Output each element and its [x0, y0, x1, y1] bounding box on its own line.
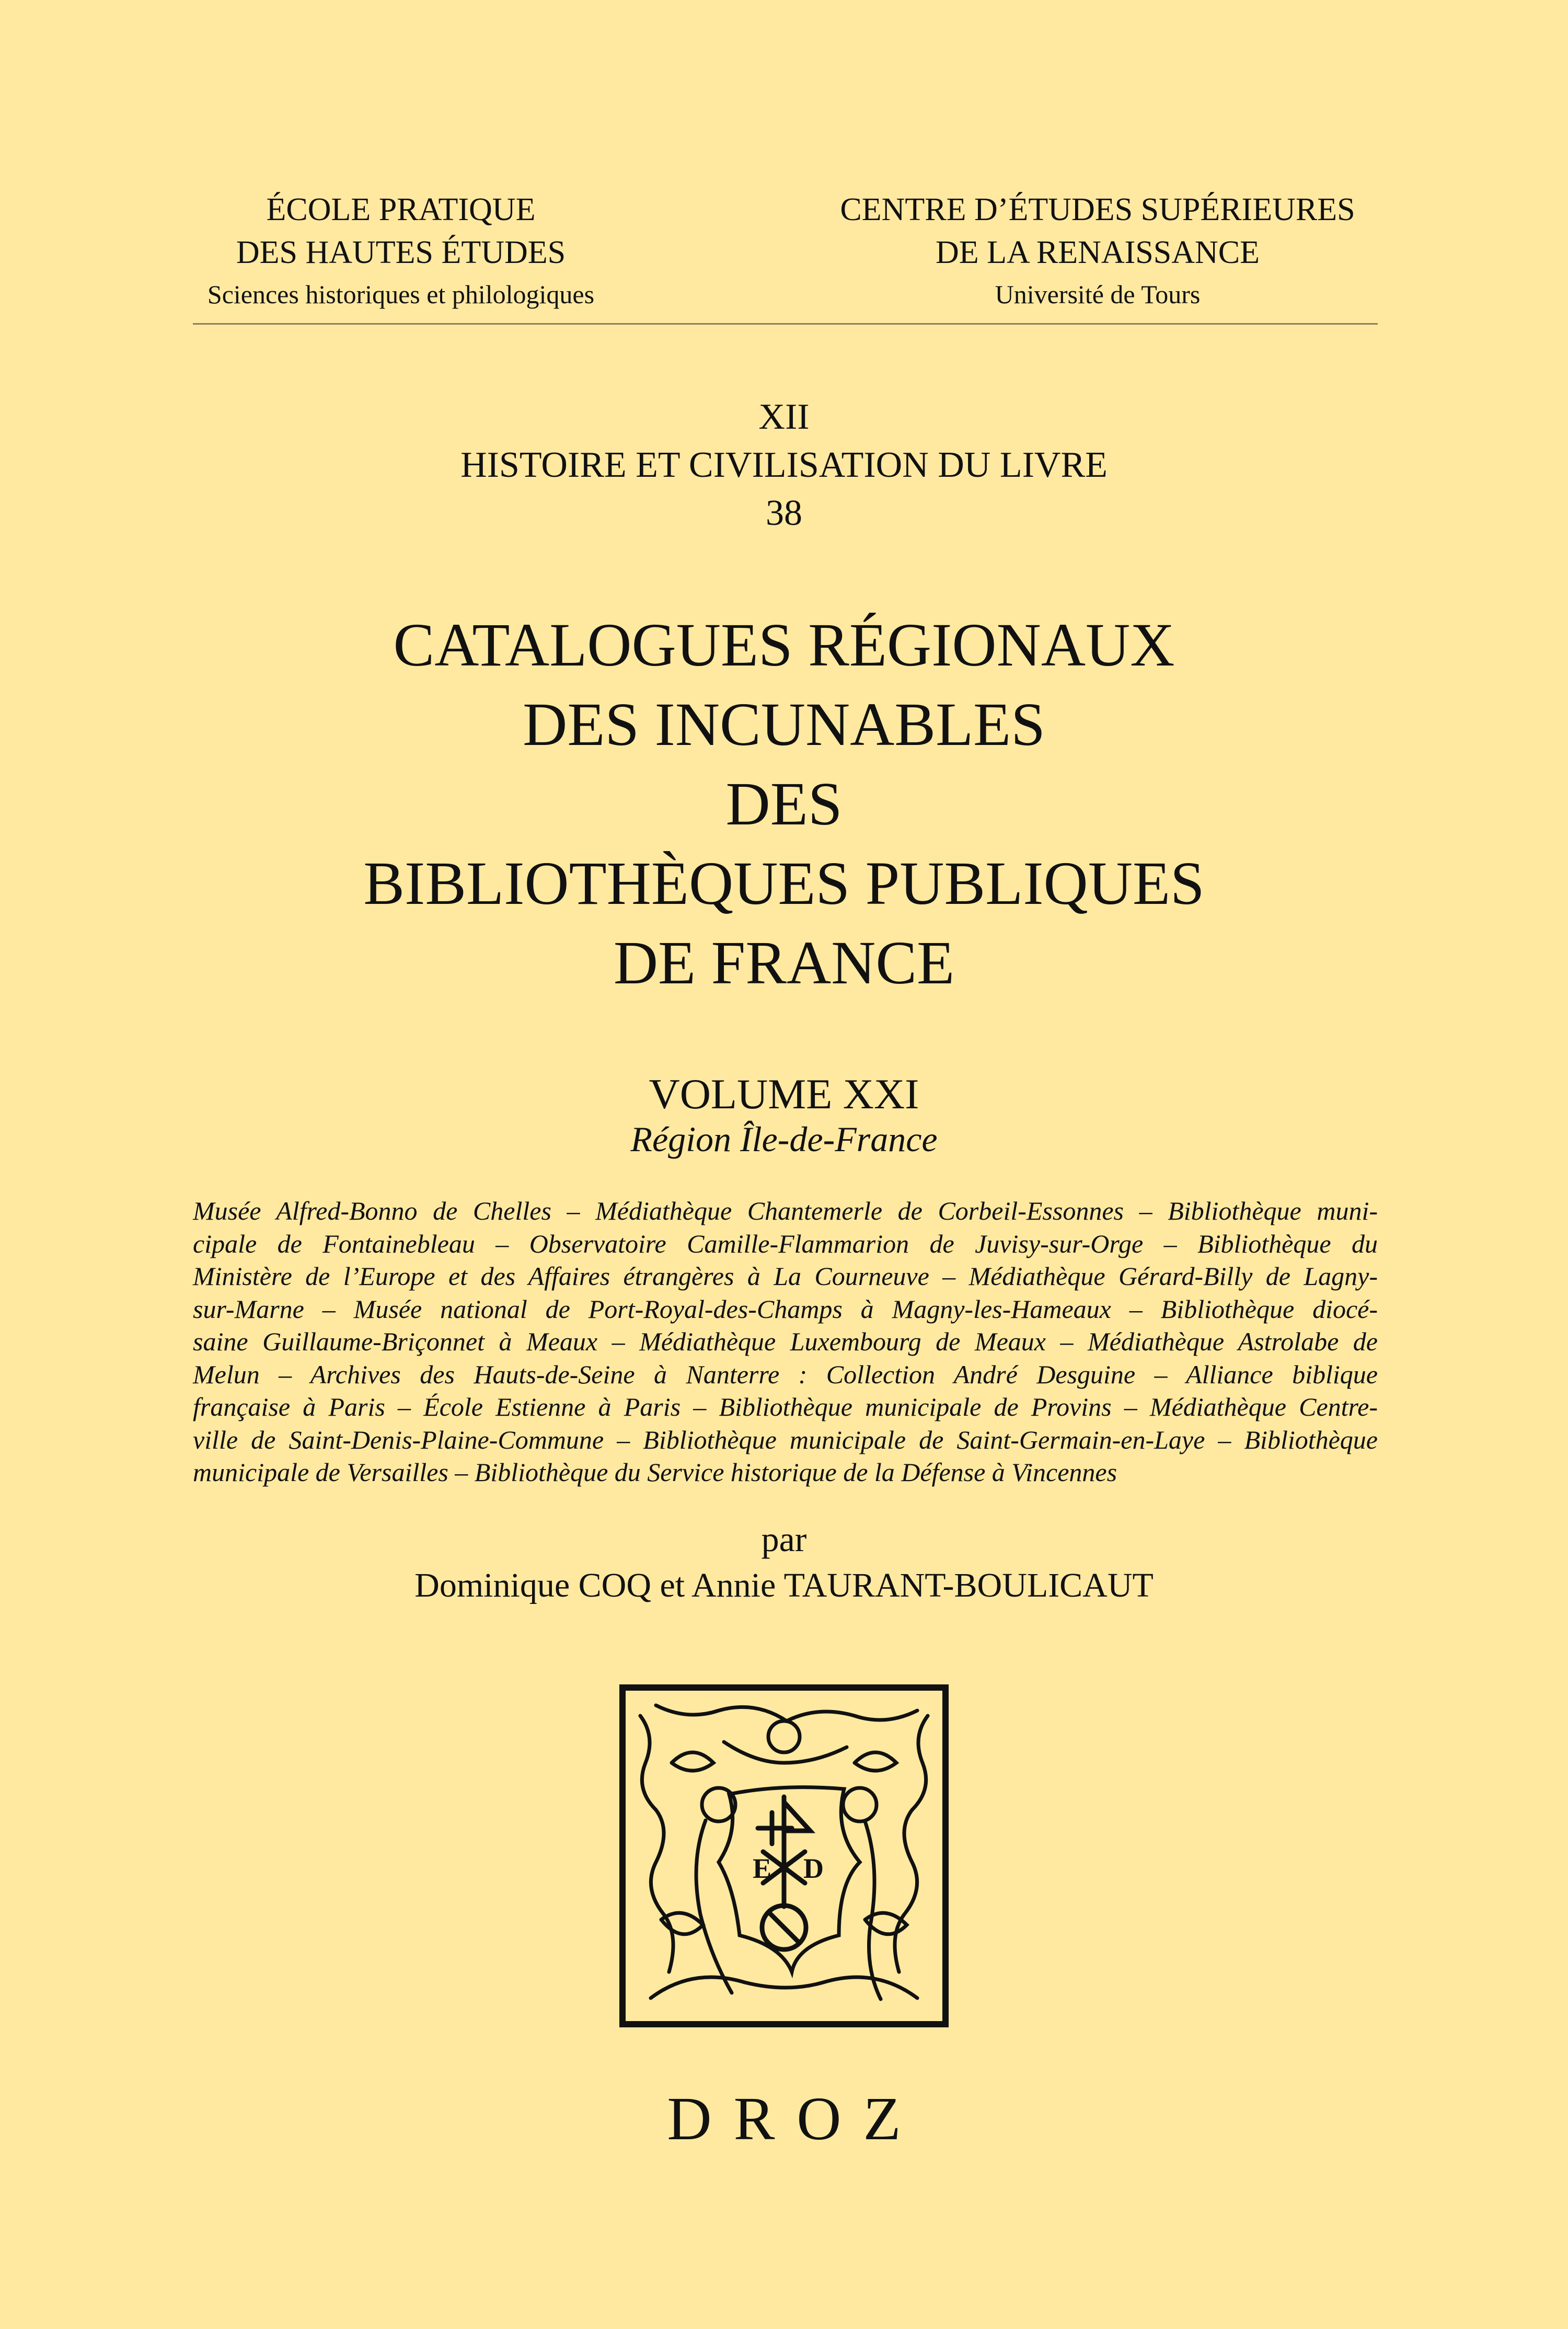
woodcut-emblem-icon [619, 1684, 949, 2027]
header-left-line2: DES HAUTES ÉTUDES [236, 235, 566, 270]
libraries-line: saine Guillaume-Briçonnet à Meaux – Médiathèque Luxembourg de Meaux – Médiathèque Astrolabe de [193, 1327, 1378, 1356]
header-right-line3: Université de Tours [995, 280, 1201, 309]
header-left-line3: Sciences historiques et philologiques [207, 280, 595, 309]
title-line: DE FRANCE [613, 928, 955, 997]
libraries-line: cipale de Fontainebleau – Observatoire Camille-Flammarion de Juvisy-sur-Orge – Bibliothèque du [193, 1229, 1378, 1258]
volume-number: VOLUME XXI [649, 1070, 919, 1118]
libraries-line: Musée Alfred-Bonno de Chelles – Médiathèque Chantemerle de Corbeil-Essonnes – Bibliothèque muni- [193, 1196, 1378, 1225]
header-right-line1: CENTRE D’ÉTUDES SUPÉRIEURES [840, 192, 1355, 227]
header-right [836, 188, 1359, 315]
by-label: par [761, 1519, 807, 1559]
libraries-line: municipale de Versailles – Bibliothèque du Service historique de la Défense à Vincennes [193, 1458, 1117, 1487]
libraries-line: française à Paris – École Estienne à Paris – Bibliothèque municipale de Provins – Médiathèque Centre- [193, 1392, 1378, 1421]
header-divider [193, 323, 1378, 325]
series-name: HISTOIRE ET CIVILISATION DU LIVRE [460, 445, 1108, 485]
authors: Dominique COQ et Annie TAURANT-BOULICAUT [414, 1566, 1154, 1604]
libraries-line: Melun – Archives des Hauts-de-Seine à Nanterre : Collection André Desguine – Alliance biblique [193, 1359, 1378, 1389]
series-section: XII [758, 397, 810, 437]
libraries-line: Ministère de l’Europe et des Affaires étrangères à La Courneuve – Médiathèque Gérard-Billy de Lagny- [193, 1261, 1378, 1291]
book-title [0, 605, 1568, 1003]
series-number: 38 [766, 493, 802, 533]
header-left-line1: ÉCOLE PRATIQUE [266, 192, 536, 227]
emblem-letter-d: D [803, 1853, 824, 1884]
libraries-line: ville de Saint-Denis-Plaine-Commune – Bibliothèque municipale de Saint-Germain-en-Laye – Bibliothèque [193, 1425, 1378, 1454]
title-line: DES INCUNABLES [523, 690, 1045, 759]
series [0, 393, 1568, 537]
region: Région Île-de-France [630, 1119, 938, 1159]
libraries-line: sur-Marne – Musée national de Port-Royal-des-Champs à Magny-les-Hameaux – Bibliothèque diocé- [193, 1294, 1378, 1324]
publisher-name: DROZ [667, 2084, 923, 2153]
title-line: DES [725, 770, 843, 838]
printer-device-emblem [619, 1684, 949, 2027]
emblem-letter-e: E [753, 1853, 772, 1884]
header-right-line2: DE LA RENAISSANCE [935, 235, 1260, 270]
title-line: BIBLIOTHÈQUES PUBLIQUES [363, 849, 1205, 917]
header-left [140, 188, 662, 315]
libraries-list [193, 1195, 1378, 1489]
title-line: CATALOGUES RÉGIONAUX [393, 611, 1175, 679]
